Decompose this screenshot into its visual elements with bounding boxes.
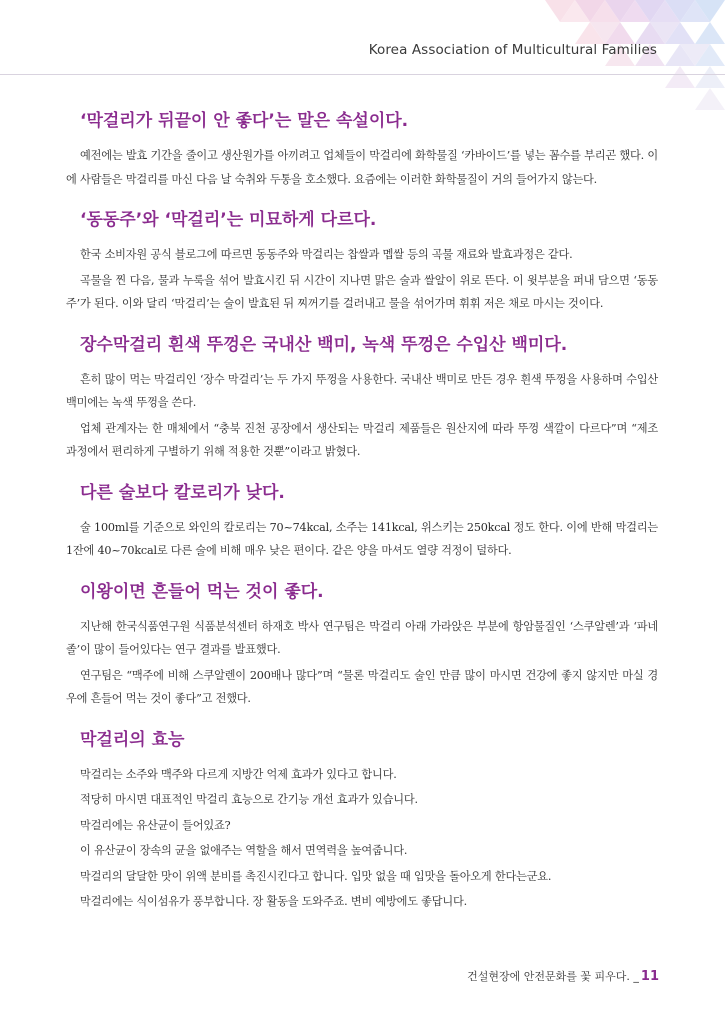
paragraph: 흔히 많이 먹는 막걸리인 ‘장수 막걸리’는 두 가지 뚜껑을 사용한다. 국내산 백미로 만든 경우 흰색 뚜껑을 사용하며 수입산 백미에는 녹색 뚜껑을 쓴다.: [66, 372, 658, 409]
section-shake: [66, 579, 658, 711]
list-item: 이 유산균이 장속의 균을 없애주는 역할을 해서 면역력을 높여줍니다.: [80, 844, 408, 857]
section-title: ‘동동주’와 ‘막걸리’는 미묘하게 다르다.: [80, 210, 377, 230]
paragraph: 업체 관계자는 한 매체에서 “충북 진천 공장에서 생산되는 막걸리 제품들은 원산지에 따라 뚜껑 색깔이 다르다”며 “제조 과정에서 편리하게 구별하기 위해 적용한 것뿐”이라고 밝혔다.: [66, 421, 658, 458]
section-title: 막걸리의 효능: [80, 729, 185, 750]
section-title: 장수막걸리 흰색 뚜껑은 국내산 백미, 녹색 뚜껑은 수입산 백미다.: [80, 334, 568, 355]
section-title: ‘막걸리가 뒤끝이 안 좋다’는 말은 속설이다.: [80, 111, 409, 131]
paragraph: 곡물을 찐 다음, 물과 누룩을 섞어 발효시킨 뒤 시간이 지나면 맑은 술과 쌀알이 위로 뜬다. 이 윗부분을 퍼내 담으면 ‘동동주’가 된다. 이와 달리 ‘막걸리’는 술이 발효된 뒤 찌꺼기를 걸러내고 물을 섞어가며 휘휘 저은 채로 마시는 것이다.: [66, 273, 658, 310]
section-title: 이왕이면 흔들어 먹는 것이 좋다.: [80, 581, 324, 602]
list-item: 막걸리의 달달한 맛이 위액 분비를 촉진시킨다고 합니다. 입맛 없을 때 입맛을 돌아오게 한다는군요.: [80, 869, 552, 883]
paragraph: 지난해 한국식품연구원 식품분석센터 하재호 박사 연구팀은 막걸리 아래 가라앉은 부분에 항암물질인 ‘스쿠알렌’과 ‘파네졸’이 많이 들어있다는 연구 결과를 발표했다.: [66, 619, 658, 656]
section-jangsu-cap: [66, 332, 658, 464]
paragraph: 술 100ml를 기준으로 와인의 칼로리는 70~74kcal, 소주는 141kcal, 위스키는 250kcal 정도 한다. 이에 반해 막걸리는 1잔에 40~70kcal로 다른 술에 비해 매우 낮은 편이다. 같은 양을 마셔도 열량 걱정이 덜하다.: [66, 520, 658, 557]
paragraph: 연구팀은 “맥주에 비해 스쿠알렌이 200배나 많다”며 “물론 막걸리도 술인 만큼 많이 마시면 건강에 좋지 않지만 마실 경우에 흔들어 먹는 것이 좋다”고 전했다.: [66, 668, 658, 705]
header-triangle-pattern: [515, 0, 725, 120]
footer-text: 건설현장에 안전문화를 꽃 피우다. _: [467, 970, 639, 983]
list-item: 막걸리는 소주와 맥주와 다르게 지방간 억제 효과가 있다고 합니다.: [80, 767, 397, 781]
paragraph: 한국 소비자원 공식 블로그에 따르면 동동주와 막걸리는 찹쌀과 멥쌀 등의 곡물 재료와 발효과정은 같다.: [80, 248, 573, 261]
list-item: 막걸리에는 식이섬유가 풍부합니다. 장 활동을 도와주죠. 변비 예방에도 좋답니다.: [80, 895, 467, 908]
paragraph: 예전에는 발효 기간을 줄이고 생산원가를 아끼려고 업체들이 막걸리에 화학물질 ‘카바이드’를 넣는 꼼수를 부리곤 했다. 이에 사람들은 막걸리를 마신 다음 날 숙취와 두통을 호소했다. 요즘에는 이러한 화학물질이 거의 들어가지 않는다.: [66, 149, 658, 186]
section-calories: [66, 480, 658, 563]
section-title: 다른 술보다 칼로리가 낮다.: [80, 482, 285, 503]
page-footer: [467, 968, 659, 984]
list-item: 막걸리에는 유산균이 들어있죠?: [80, 818, 231, 832]
page-number: 11: [640, 969, 659, 984]
article-body: [66, 108, 658, 930]
header-divider: [0, 74, 725, 75]
section-hangover: [66, 108, 658, 191]
header-title: Korea Association of Multicultural Families: [368, 42, 657, 58]
section-benefits: [66, 727, 658, 914]
list-item: 적당히 마시면 대표적인 막걸리 효능으로 간기능 개선 효과가 있습니다.: [80, 793, 418, 806]
section-dongdongju: [66, 207, 658, 316]
